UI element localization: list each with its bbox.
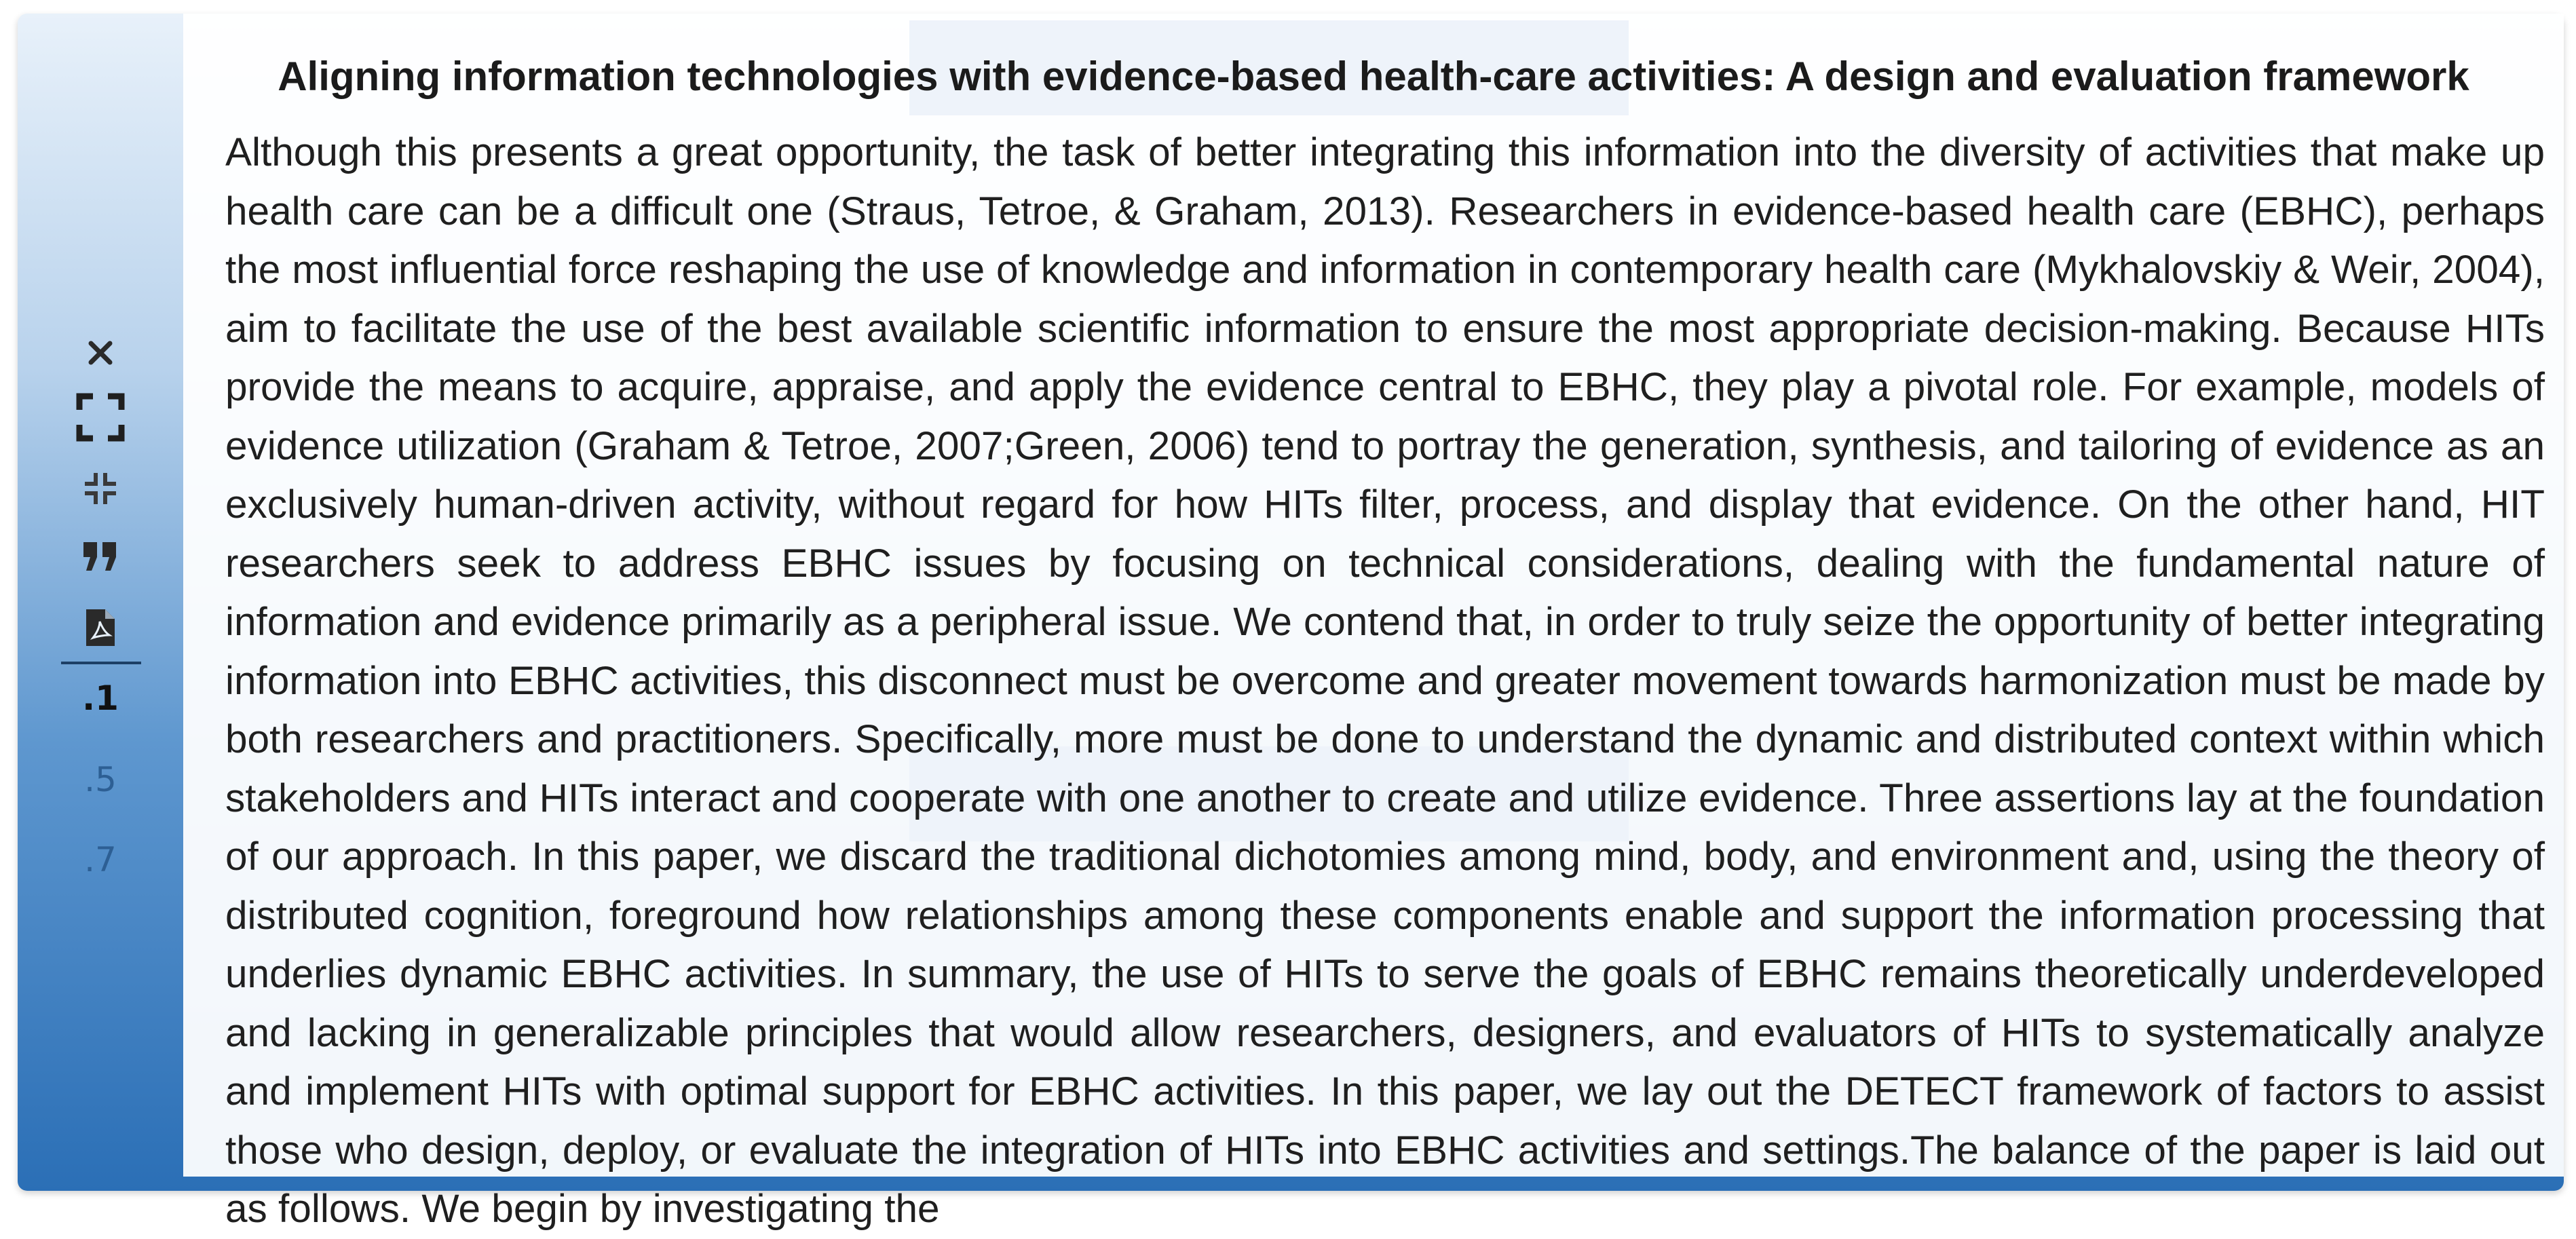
summary-level-5[interactable]: .5 bbox=[84, 760, 117, 799]
pdf-icon bbox=[85, 608, 116, 647]
summary-level-1[interactable]: .1 bbox=[82, 679, 119, 718]
expand-icon bbox=[77, 394, 124, 441]
quote-icon bbox=[82, 541, 119, 572]
close-icon bbox=[87, 339, 114, 366]
cite-button[interactable] bbox=[18, 529, 183, 584]
fullscreen-button[interactable] bbox=[18, 387, 183, 448]
article-title: Aligning information technologies with evidence-based health-care activities: A design and evaluation framework bbox=[278, 54, 2469, 99]
reader-panel bbox=[18, 14, 2564, 1231]
article-content bbox=[183, 14, 2564, 1231]
pdf-button[interactable] bbox=[18, 597, 183, 658]
article-body: Although this presents a great opportunity, the task of better integrating this information into the diversity of activities that make up health care can be a difficult one (Straus, Tetroe, & Graham, 2013). Researchers in evidence-based health care (EBHC), perhaps the most influential force reshaping the use of knowledge and information in contemporary health care (Mykhalovskiy & Weir, 2004), aim to facilitate the use of the best available scientific information to ensure the most appropriate decision-making. Because HITs provide the means to acquire, appraise, and apply the evidence central to EBHC, they play a pivotal role. For example, models of evidence utilization (Graham & Tetroe, 2007;Green, 2006) tend to portray the generation, synthesis, and tailoring of evidence as an exclusively human-driven activity, without regard for how HITs filter, process, and display that evidence. On the other hand, HIT researchers seek to address EBHC issues by focusing on technical considerations, dealing with the fundamental nature of information and evidence primarily as a peripheral issue. We contend that, in order to truly seize the opportunity of better integrating information into EBHC activities, this disconnect must be overcome and greater movement towards harmonization must be made by both researchers and practitioners. Specifically, more must be done to understand the dynamic and distributed context within which stakeholders and HITs interact and cooperate with one another to create and utilize evidence. Three assertions lay at the foundation of our approach. In this paper, we discard the traditional dichotomies among mind, body, and environment and, using the theory of distributed cognition, foreground how relationships among these components enable and support the information processing that underlies dynamic EBHC activities. In summary, the use of HITs to serve the goals of EBHC remains theoretically underdeveloped and lacking in generalizable principles that would allow researchers, designers, and evaluators of HITs to systematically analyze and implement HITs with optimal support for EBHC activities. In this paper, we lay out the DETECT framework of factors to assist those who design, deploy, or evaluate the integration of HITs into EBHC activities and settings.The balance of the paper is laid out as follows. We begin by investigating the bbox=[225, 130, 2545, 1231]
sidebar bbox=[18, 14, 183, 1191]
summary-level-7[interactable]: .7 bbox=[84, 840, 117, 879]
close-button[interactable] bbox=[18, 326, 183, 380]
exit-fullscreen-button[interactable] bbox=[18, 461, 183, 516]
sidebar-divider bbox=[61, 662, 141, 664]
collapse-icon bbox=[82, 470, 119, 507]
